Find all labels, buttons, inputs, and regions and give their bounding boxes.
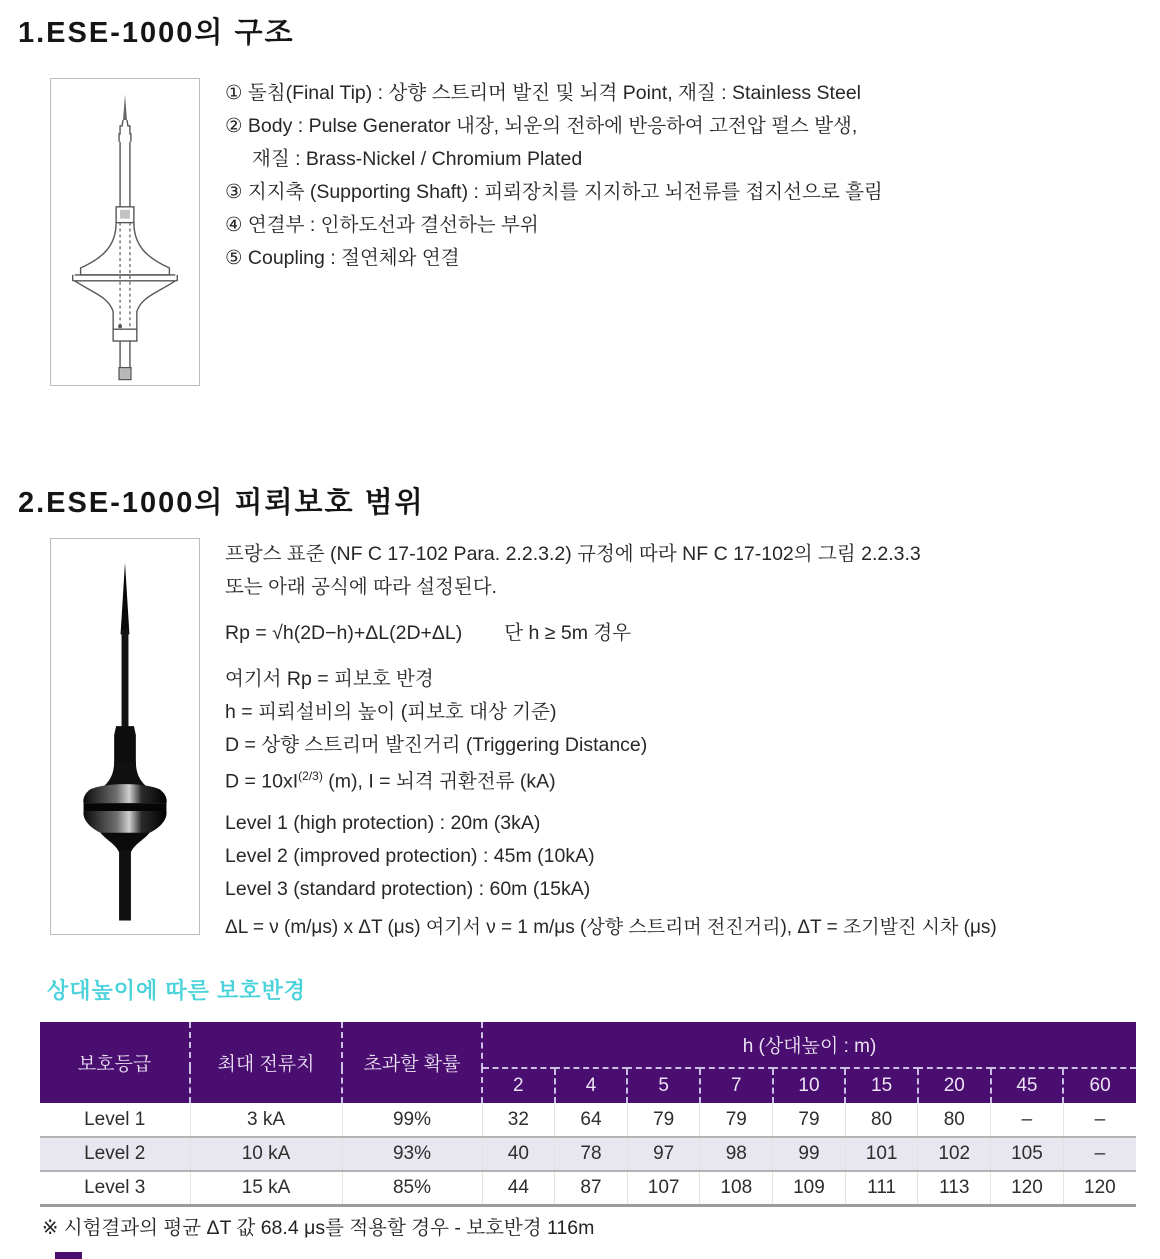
cell-radius: 111 (845, 1171, 918, 1205)
cell-radius: 113 (918, 1171, 991, 1205)
cell-radius: 98 (700, 1137, 773, 1171)
list-item-continuation: 재질 : Brass-Nickel / Chromium Plated (252, 148, 583, 170)
delta-line: ΔL = ν (m/μs) x ΔT (μs) 여기서 ν = 1 m/μs (상향 스트리머 전진거리), ΔT = 조기발진 시차 (μs) (225, 917, 997, 938)
table-header (40, 1022, 1136, 1103)
structure-diagram-frame (50, 78, 200, 386)
cell-radius: 97 (627, 1137, 700, 1171)
cell-radius: 107 (627, 1171, 700, 1205)
table-row-level3 (40, 1171, 1136, 1205)
list-item: ④ 연결부 : 인하도선과 결선하는 부위 (225, 214, 539, 236)
cell-radius: 101 (845, 1137, 918, 1171)
h-col-header: 60 (1063, 1068, 1136, 1103)
cell-radius: – (1094, 1143, 1106, 1164)
d-formula-base: D = 10xI (225, 770, 299, 793)
h-col-header: 7 (700, 1068, 773, 1103)
cell-probability: 93% (342, 1137, 482, 1171)
cell-radius: 99 (773, 1137, 846, 1171)
list-item: ③ 지지축 (Supporting Shaft) : 피뢰장치를 지지하고 뇌전류를 접지선으로 흘림 (225, 181, 883, 203)
cell-current: 10 kA (190, 1137, 342, 1171)
intro-line: 또는 아래 공식에 따라 설정된다. (225, 576, 497, 598)
cell-radius: 105 (991, 1137, 1064, 1171)
cell-radius: – (1094, 1108, 1106, 1130)
col-header-probability: 초과할 확률 (342, 1022, 482, 1103)
list-item: ① 돌침(Final Tip) : 상향 스트리머 발진 및 뇌격 Point, 재질 : Stainless Steel (225, 82, 862, 104)
formula-condition: 단 h ≥ 5m 경우 (504, 622, 632, 644)
cutoff-next-element (55, 1252, 82, 1259)
cell-radius: 32 (482, 1103, 555, 1137)
protection-radius-table (40, 1022, 1136, 1207)
d-formula-line (225, 763, 556, 795)
cell-radius: 120 (991, 1171, 1064, 1205)
table-title: 상대높이에 따른 보호반경 (47, 978, 306, 1003)
h-col-header: 2 (482, 1068, 555, 1103)
list-item: ② Body : Pulse Generator 내장, 뇌운의 전하에 반응하여 고전압 펄스 발생, (225, 115, 858, 137)
where-line: D = 상향 스트리머 발진거리 (Triggering Distance) (225, 734, 648, 756)
d-formula-rest: (m), I = 뇌격 귀환전류 (kA) (322, 770, 556, 793)
h-col-header: 45 (991, 1068, 1064, 1103)
section2-title: 2.ESE-1000의 피뢰보호 범위 (18, 487, 425, 519)
formula-expression: Rp = √h(2D−h)+ΔL(2D+ΔL) (225, 622, 463, 644)
cell-radius: 120 (1084, 1176, 1116, 1198)
formula-line (225, 620, 631, 646)
where-line: h = 피뢰설비의 높이 (피보호 대상 기준) (225, 701, 557, 723)
cell-radius: – (991, 1103, 1064, 1137)
level-line: Level 2 (improved protection) : 45m (10kA) (225, 845, 595, 867)
cell-radius: 64 (555, 1103, 628, 1137)
cell-radius: 108 (700, 1171, 773, 1205)
list-item: ⑤ Coupling : 절연체와 연결 (225, 247, 460, 269)
h-col-header: 20 (918, 1068, 991, 1103)
level-line: Level 1 (high protection) : 20m (3kA) (225, 812, 541, 834)
cell-level: Level 2 (40, 1137, 190, 1171)
col-header-grade: 보호등급 (40, 1022, 190, 1103)
section1-title: 1.ESE-1000의 구조 (18, 17, 295, 49)
table-footnote: ※ 시험결과의 평균 ΔT 값 68.4 μs를 적용할 경우 - 보호반경 116m (42, 1217, 595, 1239)
cell-radius: 40 (482, 1137, 555, 1171)
where-line: 여기서 Rp = 피보호 반경 (225, 668, 434, 690)
cell-radius: 80 (918, 1103, 991, 1137)
col-header-current: 최대 전류치 (190, 1022, 342, 1103)
cell-radius: 79 (700, 1103, 773, 1137)
d-formula-exponent: (2/3) (298, 769, 323, 783)
h-col-header: 5 (627, 1068, 700, 1103)
cell-probability: 85% (342, 1171, 482, 1205)
cell-radius: 79 (773, 1103, 846, 1137)
cell-current: 3 kA (190, 1103, 342, 1137)
product-photo (51, 539, 199, 934)
cell-radius: 44 (482, 1171, 555, 1205)
cell-level: Level 3 (40, 1171, 190, 1205)
table-row-level1 (40, 1103, 1136, 1137)
level-line: Level 3 (standard protection) : 60m (15kA) (225, 878, 591, 900)
cell-probability: 99% (342, 1103, 482, 1137)
cell-radius: 78 (555, 1137, 628, 1171)
cell-current: 15 kA (190, 1171, 342, 1205)
structure-diagram-drawing (51, 79, 199, 385)
h-col-header: 15 (845, 1068, 918, 1103)
h-group-header: h (상대높이 : m) (482, 1022, 1136, 1068)
product-photo-frame (50, 538, 200, 935)
intro-line: 프랑스 표준 (NF C 17-102 Para. 2.2.3.2) 규정에 따라 NF C 17-102의 그림 2.2.3.3 (225, 543, 921, 565)
cell-radius: 87 (555, 1171, 628, 1205)
cell-radius: 109 (773, 1171, 846, 1205)
cell-radius: 79 (627, 1103, 700, 1137)
h-col-header: 4 (555, 1068, 628, 1103)
h-col-header: 10 (773, 1068, 846, 1103)
cell-radius: 102 (918, 1137, 991, 1171)
cell-level: Level 1 (40, 1103, 190, 1137)
cell-radius: 80 (845, 1103, 918, 1137)
table-row-level2 (40, 1137, 1136, 1171)
